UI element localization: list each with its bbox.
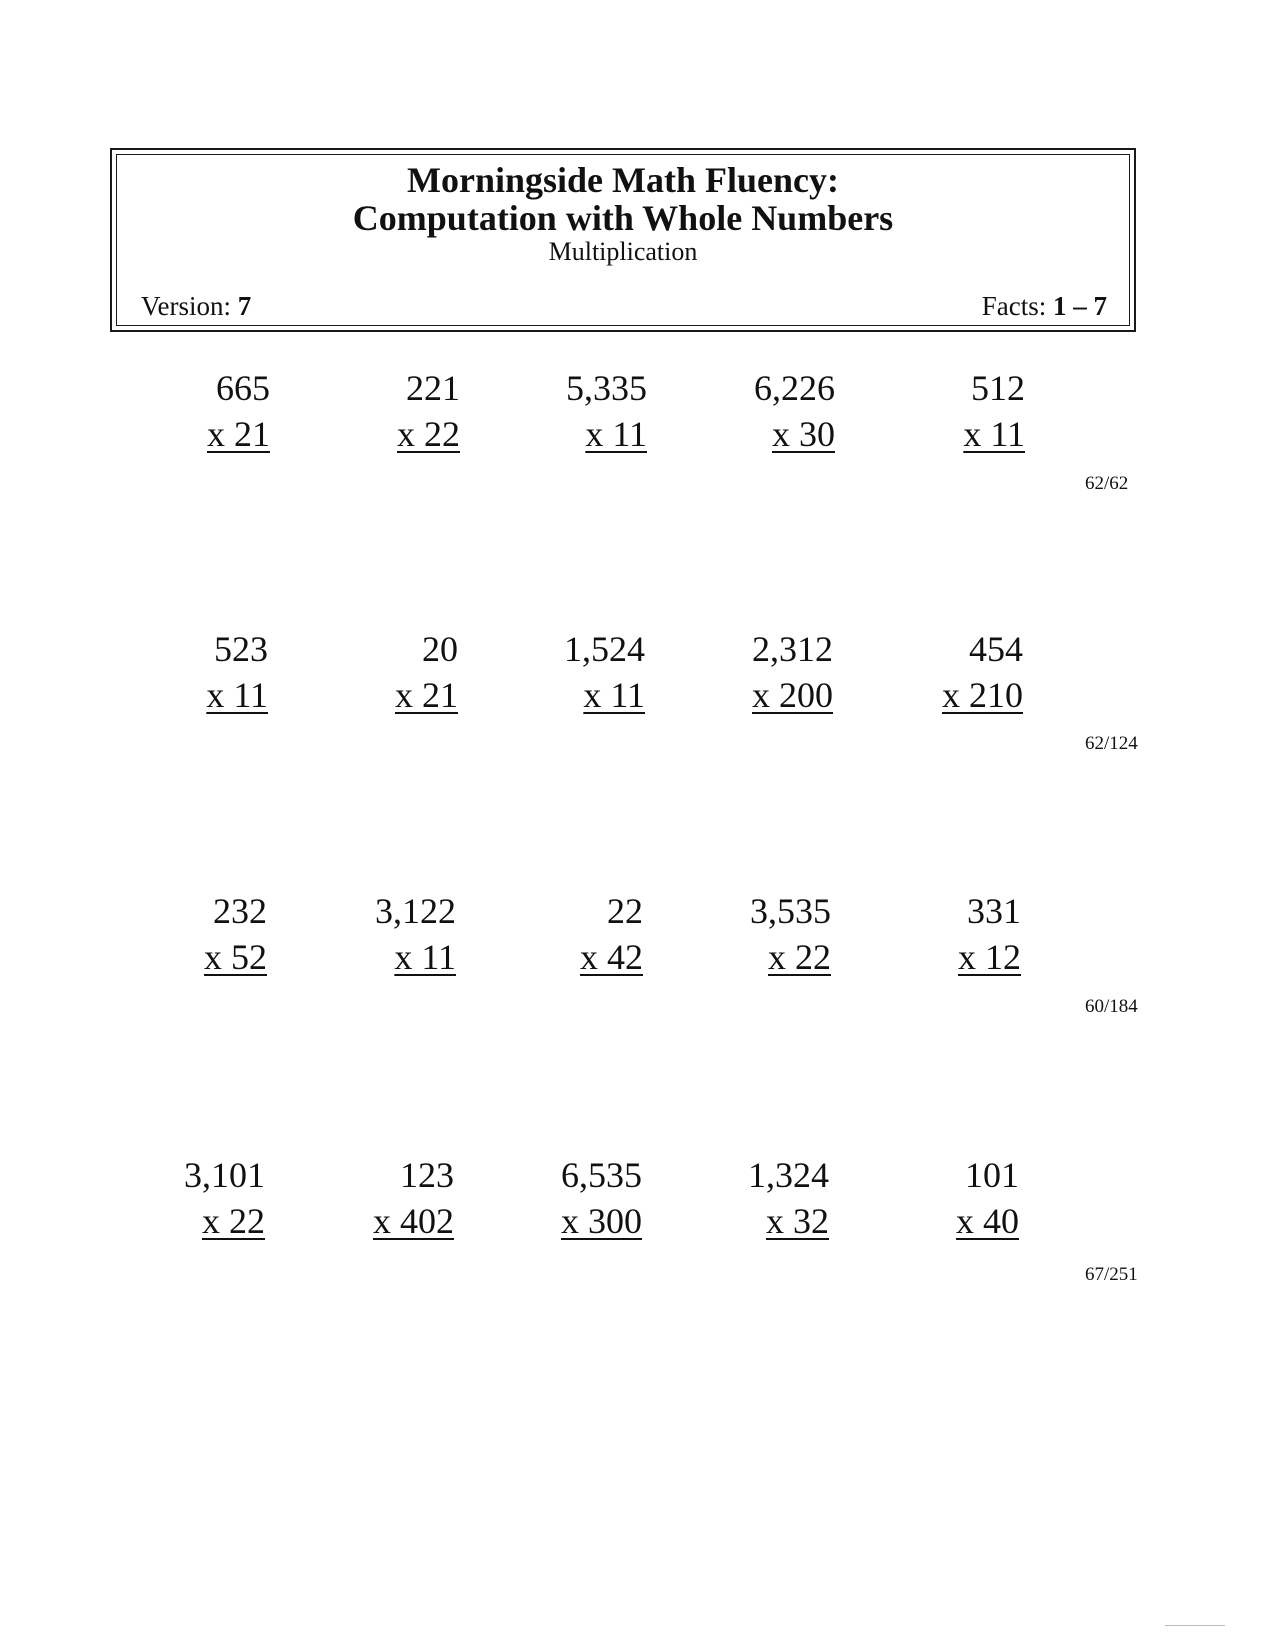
multiplicand: 5,335: [566, 368, 647, 408]
multiplicand: 1,324: [748, 1155, 829, 1195]
multiplicand: 665: [216, 368, 270, 408]
problem: [653, 626, 833, 718]
multiplier: x 11: [394, 937, 456, 977]
multiplier: x 210: [942, 675, 1023, 715]
multiplicand: 523: [214, 629, 268, 669]
multiplier: x 21: [395, 675, 458, 715]
problem: [839, 1152, 1019, 1244]
multiplicand: 22: [607, 891, 643, 931]
problem: [845, 365, 1025, 457]
multiplicand: 1,524: [564, 629, 645, 669]
problem-row-3: [0, 888, 1275, 1028]
problem: [462, 1152, 642, 1244]
multiplier: x 40: [956, 1201, 1019, 1241]
version-label: Version:: [141, 291, 231, 321]
version-value: 7: [237, 291, 252, 321]
corner-rule: [1165, 1625, 1225, 1626]
multiplicand: 512: [971, 368, 1025, 408]
running-tally: 67/251: [1085, 1264, 1138, 1285]
header-inner-frame: [116, 154, 1130, 326]
multiplier: x 200: [752, 675, 833, 715]
version-info: [141, 291, 251, 322]
multiplicand: 3,535: [750, 891, 831, 931]
problem: [278, 626, 458, 718]
facts-info: [982, 291, 1107, 322]
running-tally: 62/124: [1085, 733, 1138, 754]
problem: [463, 888, 643, 980]
problem: [649, 1152, 829, 1244]
problem: [85, 1152, 265, 1244]
multiplier: x 11: [585, 414, 647, 454]
multiplicand: 3,122: [375, 891, 456, 931]
problem-row-2: [0, 626, 1275, 766]
multiplier: x 32: [766, 1201, 829, 1241]
multiplicand: 6,226: [754, 368, 835, 408]
problem: [465, 626, 645, 718]
problem: [655, 365, 835, 457]
multiplicand: 232: [213, 891, 267, 931]
multiplier: x 11: [963, 414, 1025, 454]
multiplier: x 11: [206, 675, 268, 715]
running-tally: 60/184: [1085, 996, 1138, 1017]
running-tally: 62/62: [1085, 473, 1129, 494]
multiplier: x 11: [583, 675, 645, 715]
multiplier: x 22: [202, 1201, 265, 1241]
problem: [651, 888, 831, 980]
multiplier: x 22: [768, 937, 831, 977]
problem: [843, 626, 1023, 718]
multiplier: x 22: [397, 414, 460, 454]
problem: [274, 1152, 454, 1244]
multiplicand: 6,535: [561, 1155, 642, 1195]
problem: [467, 365, 647, 457]
multiplier: x 42: [580, 937, 643, 977]
problem: [276, 888, 456, 980]
problem: [90, 365, 270, 457]
problem-row-4: [0, 1152, 1275, 1292]
title-line-2: Computation with Whole Numbers: [352, 198, 894, 238]
multiplicand: 3,101: [184, 1155, 265, 1195]
problem: [280, 365, 460, 457]
multiplier: x 300: [561, 1201, 642, 1241]
facts-value: 1 – 7: [1053, 291, 1107, 321]
multiplicand: 331: [967, 891, 1021, 931]
title-line-1: Morningside Math Fluency:: [407, 160, 839, 200]
problem: [88, 626, 268, 718]
multiplier: x 12: [958, 937, 1021, 977]
multiplier: x 30: [772, 414, 835, 454]
multiplicand: 123: [400, 1155, 454, 1195]
worksheet-header: [110, 148, 1136, 332]
multiplier: x 21: [207, 414, 270, 454]
problem: [841, 888, 1021, 980]
multiplicand: 221: [406, 368, 460, 408]
multiplicand: 101: [965, 1155, 1019, 1195]
multiplier: x 402: [373, 1201, 454, 1241]
multiplicand: 2,312: [752, 629, 833, 669]
facts-label: Facts:: [981, 291, 1047, 321]
multiplicand: 20: [422, 629, 458, 669]
problem-row-1: [0, 365, 1275, 505]
problem: [87, 888, 267, 980]
multiplicand: 454: [969, 629, 1023, 669]
subtitle: Multiplication: [548, 237, 698, 266]
multiplier: x 52: [204, 937, 267, 977]
